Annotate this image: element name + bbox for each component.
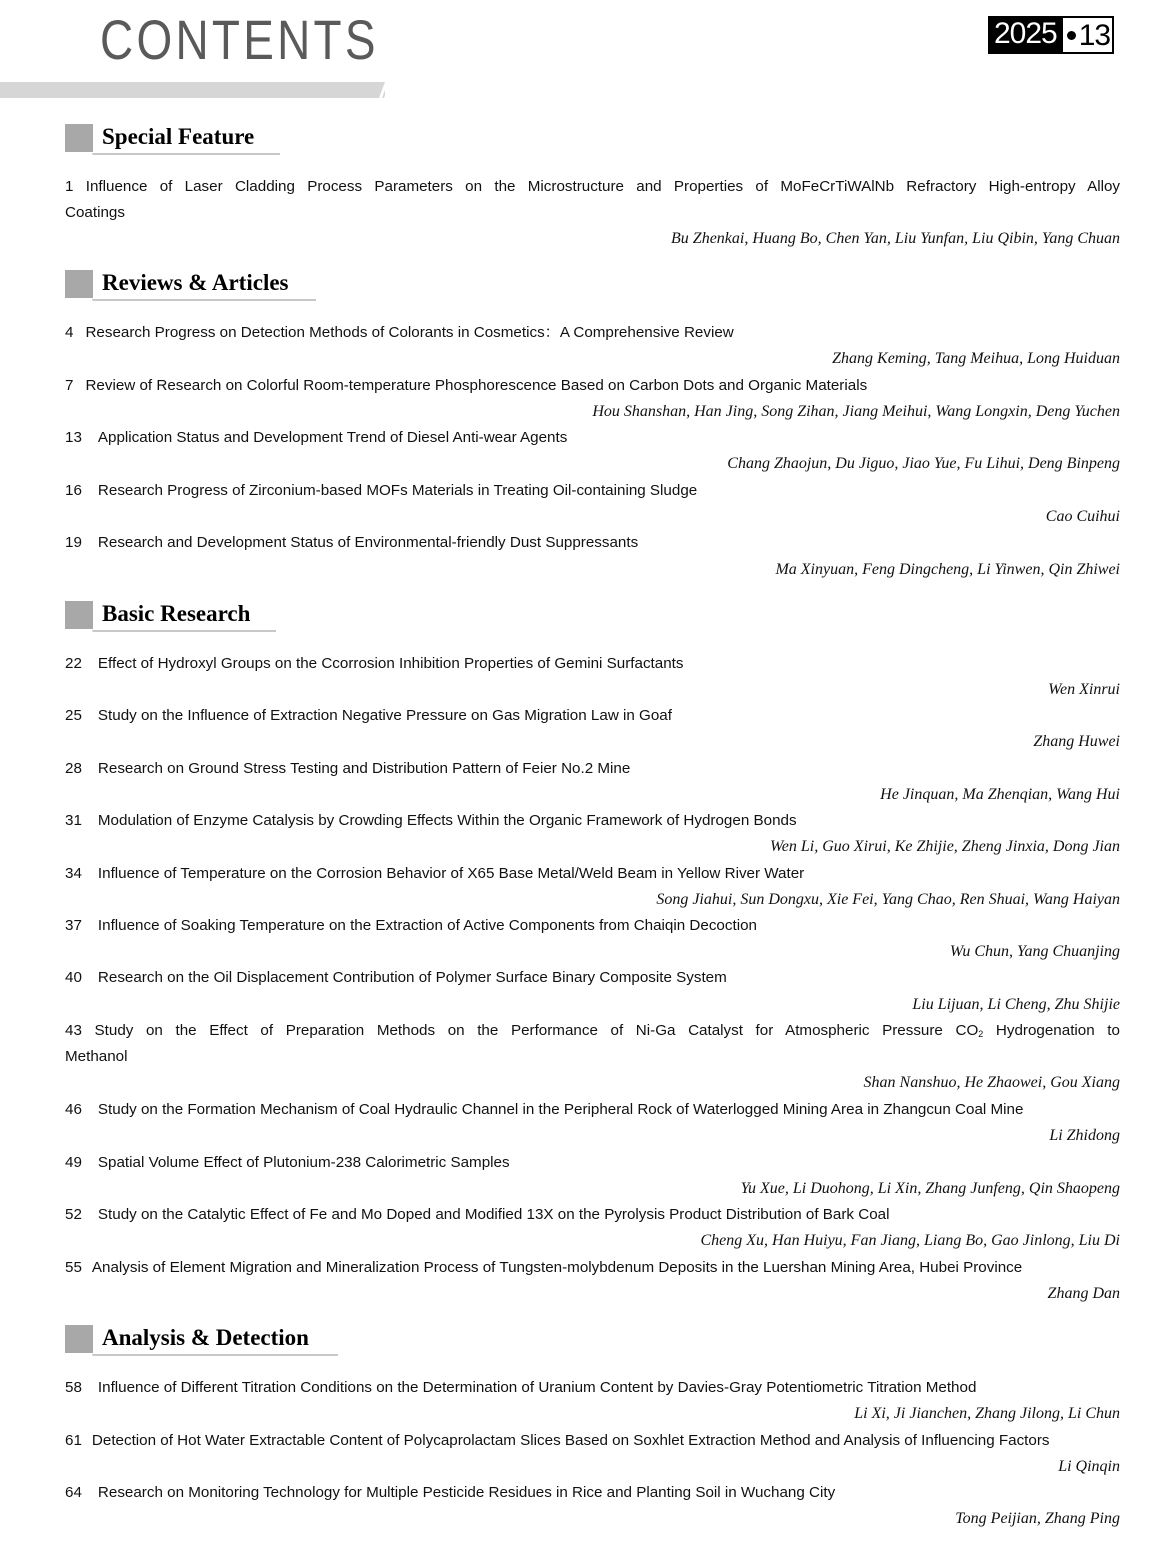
section-title: Reviews & Articles <box>102 270 289 295</box>
entry-authors: Zhang Huwei <box>1033 733 1120 750</box>
entry-authors: Shan Nanshuo, He Zhaowei, Gou Xiang <box>863 1074 1120 1091</box>
entry-title[interactable] <box>65 968 1120 988</box>
entry-title[interactable] <box>65 177 1120 197</box>
entry-title-text: Analysis of Element Migration and Mineralization Process of Tungsten-molybdenum Deposits in the Luershan Mining Area, Hubei Province <box>91 1259 1023 1276</box>
entry-title[interactable] <box>65 428 1120 448</box>
entry-page-number: 16 <box>65 482 82 499</box>
entry-title-text: Modulation of Enzyme Catalysis by Crowding Effects Within the Organic Framework of Hydrogen Bonds <box>97 812 797 829</box>
entry-authors: Song Jiahui, Sun Dongxu, Xie Fei, Yang Chao, Ren Shuai, Wang Haiyan <box>656 891 1120 908</box>
entry-page-number: 19 <box>65 534 82 551</box>
entry-title-text: Study on the Influence of Extraction Negative Pressure on Gas Migration Law in Goaf <box>97 707 672 724</box>
entry-page-number: 37 <box>65 917 82 934</box>
section-marker-icon <box>65 270 93 298</box>
page-title: CONTENTS <box>100 8 379 71</box>
entry-title[interactable] <box>65 706 1120 726</box>
entry-page-number: 46 <box>65 1101 82 1118</box>
entry-page-number: 64 <box>65 1484 82 1501</box>
issue-badge <box>988 16 1114 54</box>
entry-title-text: Study on the Effect of Preparation Methods on the Performance of Ni-Ga Catalyst for Atmospheric Pressure CO <box>94 1022 979 1039</box>
entry-title-continued[interactable] <box>65 1047 1120 1067</box>
section-marker-icon <box>65 601 93 629</box>
entry-authors: Wen Li, Guo Xirui, Ke Zhijie, Zheng Jinxia, Dong Jian <box>769 838 1120 855</box>
entry-title-text: Detection of Hot Water Extractable Content of Polycaprolactam Slices Based on Soxhlet Extraction Method and Analysis of Influencing Factors <box>91 1432 1050 1449</box>
entry-page-number: 7 <box>65 377 74 394</box>
entry-page-number: 25 <box>65 707 82 724</box>
entry-page-number: 13 <box>65 429 82 446</box>
entry-title[interactable] <box>65 1378 1120 1398</box>
entry-page-number: 61 <box>65 1432 82 1449</box>
entry-title[interactable] <box>65 916 1120 936</box>
entry-title-subscript: 2 <box>978 1029 984 1039</box>
entry-title-text: Research on Monitoring Technology for Multiple Pesticide Residues in Rice and Planting Soil in Wuchang City <box>97 1484 836 1501</box>
entry-authors: Yu Xue, Li Duohong, Li Xin, Zhang Junfeng, Qin Shaopeng <box>740 1180 1120 1197</box>
entry-page-number: 55 <box>65 1259 82 1276</box>
entry-title[interactable] <box>65 811 1120 831</box>
entry-title-text: Methanol <box>65 1048 128 1065</box>
entry-title-text: Hydrogenation to <box>983 1022 1120 1039</box>
entry-title-text: Influence of Soaking Temperature on the Extraction of Active Components from Chaiqin Decoction <box>97 917 757 934</box>
entry-authors: Tong Peijian, Zhang Ping <box>955 1510 1120 1527</box>
entry-title-text: Research Progress on Detection Methods of Colorants in Cosmetics：A Comprehensive Review <box>85 324 734 341</box>
entry-title-text: Research and Development Status of Environmental-friendly Dust Suppressants <box>97 534 639 551</box>
entry-page-number: 1 <box>65 178 74 195</box>
entry-title[interactable] <box>65 1483 1120 1503</box>
entry-title[interactable] <box>65 1258 1120 1278</box>
entry-page-number: 49 <box>65 1154 82 1171</box>
entry-authors: Wu Chun, Yang Chuanjing <box>949 943 1120 960</box>
entry-page-number: 40 <box>65 969 82 986</box>
entry-authors: Cheng Xu, Han Huiyu, Fan Jiang, Liang Bo, Gao Jinlong, Liu Di <box>700 1232 1120 1249</box>
entry-page-number: 43 <box>65 1022 82 1039</box>
entry-authors: He Jinquan, Ma Zhenqian, Wang Hui <box>880 786 1120 803</box>
entry-authors: Liu Lijuan, Li Cheng, Zhu Shijie <box>912 996 1120 1013</box>
entry-title[interactable] <box>65 1431 1120 1451</box>
entry-authors: Zhang Keming, Tang Meihua, Long Huiduan <box>832 350 1120 367</box>
section-title: Basic Research <box>102 601 251 626</box>
entry-title-text: Research on Ground Stress Testing and Distribution Pattern of Feier No.2 Mine <box>97 760 631 777</box>
entry-title-text: Study on the Catalytic Effect of Fe and Mo Doped and Modified 13X on the Pyrolysis Product Distribution of Bark Coal <box>97 1206 890 1223</box>
section-underline <box>92 299 316 301</box>
entry-page-number: 4 <box>65 324 74 341</box>
entry-authors: Hou Shanshan, Han Jing, Song Zihan, Jiang Meihui, Wang Longxin, Deng Yuchen <box>592 403 1120 420</box>
entry-title-text: Review of Research on Colorful Room-temperature Phosphorescence Based on Carbon Dots and Organic Materials <box>85 377 868 394</box>
entry-title[interactable] <box>65 1205 1120 1225</box>
section-title: Analysis & Detection <box>102 1325 309 1350</box>
bullet-dot-icon <box>1067 31 1076 40</box>
entry-authors: Chang Zhaojun, Du Jiguo, Jiao Yue, Fu Lihui, Deng Binpeng <box>727 455 1120 472</box>
entry-authors: Bu Zhenkai, Huang Bo, Chen Yan, Liu Yunfan, Liu Qibin, Yang Chuan <box>671 230 1120 247</box>
entry-page-number: 58 <box>65 1379 82 1396</box>
entry-title-text: Research on the Oil Displacement Contribution of Polymer Surface Binary Composite System <box>97 969 727 986</box>
entry-title-text: Coatings <box>65 204 125 221</box>
entry-title-text: Influence of Laser Cladding Process Parameters on the Microstructure and Properties of MoFeCrTiWAlNb Refractory High-entropy Alloy <box>85 178 1120 195</box>
issue-year: 2025 <box>990 18 1063 52</box>
entry-authors: Li Zhidong <box>1049 1127 1120 1144</box>
entry-title[interactable] <box>65 864 1120 884</box>
issue-number: 13 <box>1078 18 1111 52</box>
entry-page-number: 28 <box>65 760 82 777</box>
entry-authors: Li Xi, Ji Jianchen, Zhang Jilong, Li Chun <box>854 1405 1120 1422</box>
entry-title[interactable] <box>65 654 1120 674</box>
entry-page-number: 52 <box>65 1206 82 1223</box>
entry-authors: Cao Cuihui <box>1045 508 1120 525</box>
entry-title[interactable] <box>65 376 1120 396</box>
entry-title[interactable] <box>65 481 1120 501</box>
entry-title[interactable] <box>65 533 1120 553</box>
section-title: Special Feature <box>102 124 255 149</box>
entry-title-text: Spatial Volume Effect of Plutonium-238 Calorimetric Samples <box>97 1154 510 1171</box>
entry-authors: Wen Xinrui <box>1048 681 1120 698</box>
entry-title-text: Application Status and Development Trend of Diesel Anti-wear Agents <box>97 429 568 446</box>
entry-title-continued[interactable] <box>65 203 1120 223</box>
entry-title-text: Influence of Different Titration Conditions on the Determination of Uranium Content by Davies-Gray Potentiometric Titration Method <box>97 1379 977 1396</box>
section-marker-icon <box>65 1325 93 1353</box>
entry-title-text: Research Progress of Zirconium-based MOFs Materials in Treating Oil-containing Sludge <box>97 482 698 499</box>
entry-title[interactable] <box>65 323 1120 343</box>
entry-title-text: Influence of Temperature on the Corrosion Behavior of X65 Base Metal/Weld Beam in Yellow River Water <box>97 865 805 882</box>
section-underline <box>92 630 276 632</box>
entry-title[interactable] <box>65 1021 1120 1041</box>
header-divider-bar <box>0 82 385 98</box>
entry-authors: Ma Xinyuan, Feng Dingcheng, Li Yinwen, Qin Zhiwei <box>775 561 1120 578</box>
entry-page-number: 31 <box>65 812 82 829</box>
entry-title[interactable] <box>65 759 1120 779</box>
entry-title-text: Study on the Formation Mechanism of Coal Hydraulic Channel in the Peripheral Rock of Waterlogged Mining Area in Zhangcun Coal Mine <box>97 1101 1024 1118</box>
entry-title[interactable] <box>65 1100 1120 1120</box>
section-underline <box>92 1354 338 1356</box>
entry-title[interactable] <box>65 1153 1120 1173</box>
entry-title-text: Effect of Hydroxyl Groups on the Ccorrosion Inhibition Properties of Gemini Surfactants <box>97 655 684 672</box>
issue-number-box <box>1063 18 1112 52</box>
entry-page-number: 34 <box>65 865 82 882</box>
entry-page-number: 22 <box>65 655 82 672</box>
entry-authors: Li Qinqin <box>1058 1458 1120 1475</box>
section-underline <box>92 153 280 155</box>
section-marker-icon <box>65 124 93 152</box>
entry-authors: Zhang Dan <box>1047 1285 1120 1302</box>
